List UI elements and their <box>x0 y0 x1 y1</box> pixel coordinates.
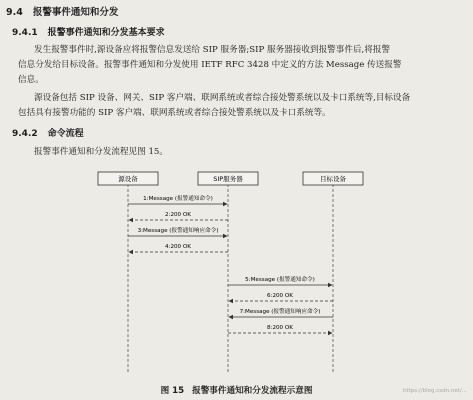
message-label-1: 1:Message (报警通知命令) <box>143 196 213 202</box>
message-label-2: 2:200 OK <box>165 212 191 218</box>
paragraph-3: 报警事件通知和分发流程见图 15。 <box>34 147 168 157</box>
subsection-title-2: 命令流程 <box>47 129 84 139</box>
subsection-title-1: 报警事件通知和分发基本要求 <box>47 28 165 38</box>
paragraph-1-line-3: 信息。 <box>18 75 44 85</box>
watermark: https://blog.csdn.net/... <box>402 388 467 394</box>
lane-label-sip-server: SIP服务器 <box>213 175 243 183</box>
lane-label-source: 源设备 <box>118 175 138 183</box>
section-number: 9.4 <box>6 7 23 18</box>
message-label-6: 6:200 OK <box>267 293 293 299</box>
message-label-4: 4:200 OK <box>165 244 191 250</box>
paragraph-1-line-1: 发生报警事件时,源设备应将报警信息发送给 SIP 服务器;SIP 服务器接收到报警事件后,将报警 <box>34 45 391 55</box>
paragraph-2-line-2: 包括具有接警功能的 SIP 客户端、联网系统或者综合接处警系统以及卡口系统等。 <box>18 108 331 118</box>
subsection-number-2: 9.4.2 <box>12 129 38 139</box>
subsection-number-1: 9.4.1 <box>12 28 38 38</box>
message-label-3: 3:Message (报警通知响应命令) <box>137 228 219 234</box>
message-label-5: 5:Message (报警通知命令) <box>245 277 315 283</box>
figure-title: 报警事件通知和分发流程示意图 <box>192 386 313 396</box>
figure-number: 图 15 <box>160 386 185 396</box>
section-title: 报警事件通知和分发 <box>32 7 119 18</box>
paragraph-1-line-2: 信息分发给目标设备。报警事件通知和分发使用 IETF RFC 3428 中定义的方法 Message 传送报警 <box>18 60 402 70</box>
paragraph-2-line-1: 源设备包括 SIP 设备、网关、SIP 客户端、联网系统或者综合接处警系统以及卡口系统等,目标设备 <box>34 93 411 103</box>
message-label-8: 8:200 OK <box>267 325 293 331</box>
message-label-7: 7:Message (报警通知响应命令) <box>239 309 321 315</box>
lane-label-target: 目标设备 <box>320 175 346 183</box>
